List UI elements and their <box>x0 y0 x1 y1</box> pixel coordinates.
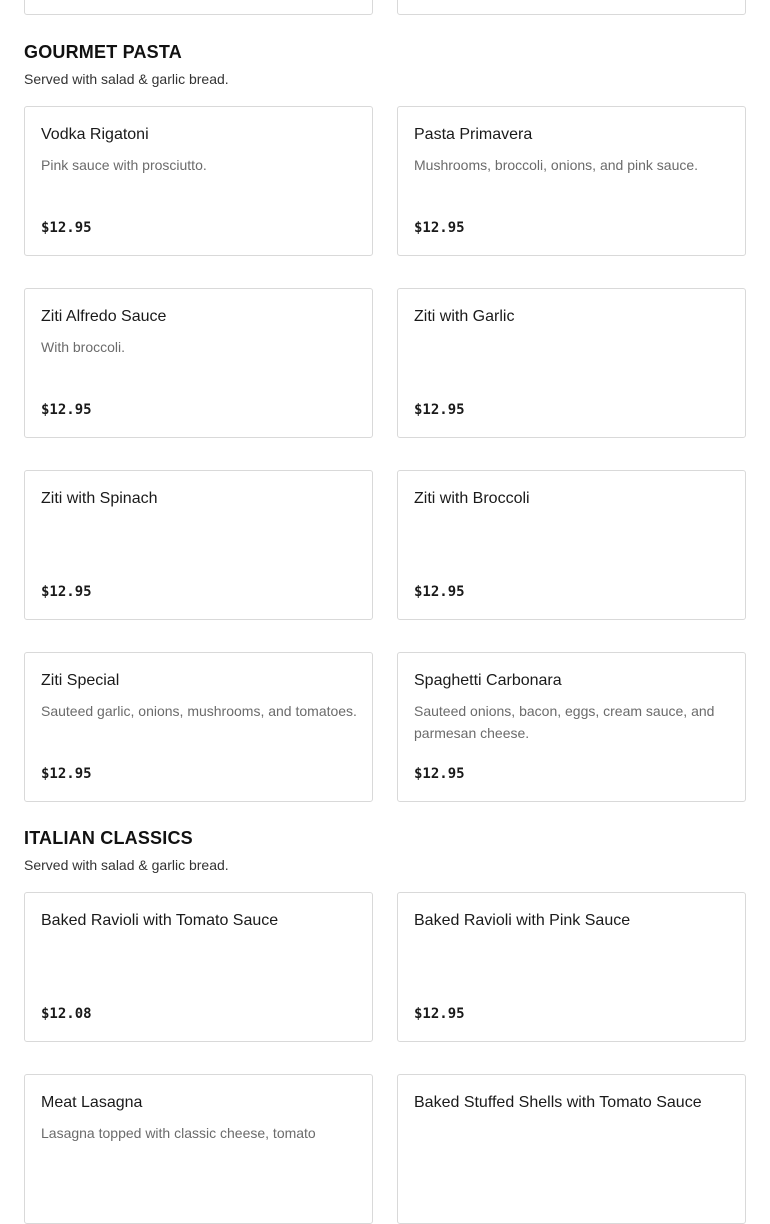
item-name: Baked Ravioli with Tomato Sauce <box>41 912 279 929</box>
menu-item-card[interactable] <box>24 652 373 802</box>
menu-item-card[interactable] <box>397 106 746 256</box>
menu-item-card[interactable] <box>24 1074 373 1224</box>
item-name: Ziti Special <box>41 672 120 689</box>
item-name: Spaghetti Carbonara <box>414 672 562 689</box>
item-name: Ziti Alfredo Sauce <box>41 308 167 325</box>
menu-item-card[interactable] <box>24 106 373 256</box>
menu-item-card[interactable] <box>397 470 746 620</box>
item-name: Pasta Primavera <box>414 126 533 143</box>
menu-item-card[interactable] <box>24 470 373 620</box>
item-name: Vodka Rigatoni <box>41 126 149 143</box>
item-name: Ziti with Garlic <box>414 308 515 325</box>
item-price: $12.08 <box>41 1006 92 1022</box>
section-subtitle: Served with salad & garlic bread. <box>24 71 229 87</box>
item-name: Ziti with Broccoli <box>414 490 530 507</box>
menu-item-card[interactable] <box>397 892 746 1042</box>
section-title: ITALIAN CLASSICS <box>24 828 193 848</box>
item-description: Lasagna topped with classic cheese, tomato <box>41 1125 316 1141</box>
menu-item-card[interactable] <box>24 288 373 438</box>
item-price: $12.95 <box>41 584 92 600</box>
item-description: Mushrooms, broccoli, onions, and pink sauce. <box>414 157 699 173</box>
item-description: With broccoli. <box>41 339 126 355</box>
section-subtitle: Served with salad & garlic bread. <box>24 857 229 873</box>
item-name: Meat Lasagna <box>41 1094 143 1111</box>
item-description: Pink sauce with prosciutto. <box>41 157 207 173</box>
menu-item-card[interactable] <box>397 652 746 802</box>
item-description: Sauteed garlic, onions, mushrooms, and tomatoes. <box>41 703 357 719</box>
item-price: $12.95 <box>41 402 92 418</box>
menu-item-card[interactable] <box>397 1074 746 1224</box>
item-price: $12.95 <box>414 584 465 600</box>
item-name: Baked Stuffed Shells with Tomato Sauce <box>414 1094 702 1111</box>
menu-item-card[interactable] <box>397 0 746 15</box>
item-price: $12.95 <box>41 766 92 782</box>
item-name: Baked Ravioli with Pink Sauce <box>414 912 631 929</box>
item-price: $12.95 <box>414 220 465 236</box>
item-price: $12.95 <box>414 766 465 782</box>
item-price: $12.95 <box>414 402 465 418</box>
menu-item-card[interactable] <box>397 288 746 438</box>
item-price: $12.95 <box>414 1006 465 1022</box>
menu-item-card[interactable] <box>24 892 373 1042</box>
item-description: Sauteed onions, bacon, eggs, cream sauce, and parmesan cheese. <box>414 703 715 741</box>
menu-item-card[interactable] <box>24 0 373 15</box>
section-title: GOURMET PASTA <box>24 42 182 62</box>
item-name: Ziti with Spinach <box>41 490 158 507</box>
item-price: $12.95 <box>41 220 92 236</box>
